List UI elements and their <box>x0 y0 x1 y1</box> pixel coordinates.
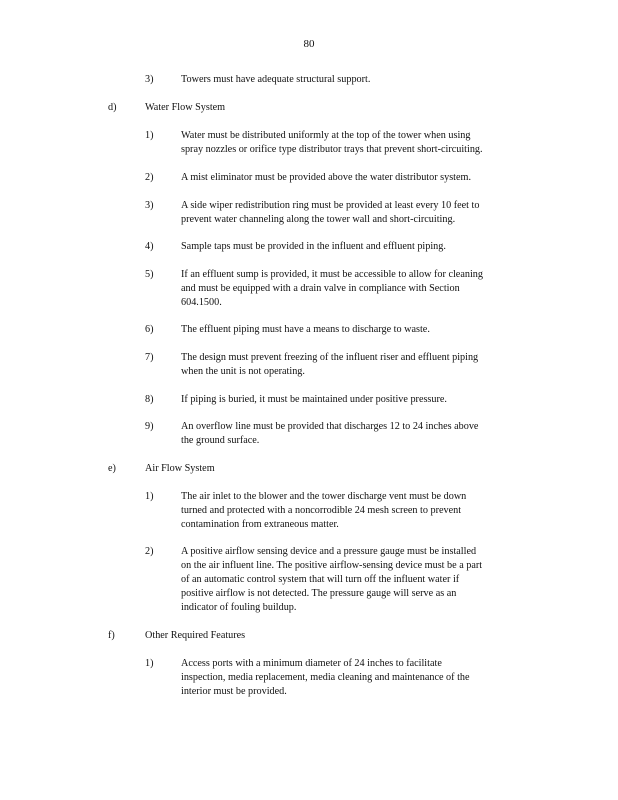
item-text: The design must prevent freezing of the influent riser and effluent piping when the unit is not operating. <box>181 352 479 377</box>
item-text: Access ports with a minimum diameter of 24 inches to facilitate inspection, media replacement, media cleaning and maintenance of the interior must be provided. <box>181 658 470 697</box>
item-number: 9) <box>145 421 154 432</box>
section-letter: e) <box>108 463 116 474</box>
page-number: 80 <box>303 38 315 50</box>
item-number: 4) <box>145 241 154 252</box>
item-text: An overflow line must be provided that discharges 12 to 24 inches above the ground surface. <box>181 421 479 446</box>
item-number: 3) <box>145 200 154 211</box>
section-letter: f) <box>108 630 115 641</box>
item-text: Water must be distributed uniformly at the top of the tower when using spray nozzles or orifice type distributor trays that prevent short-circuiting. <box>181 130 483 155</box>
item-text: A mist eliminator must be provided above the water distributor system. <box>181 172 472 183</box>
item-number: 2) <box>145 546 154 557</box>
item-text: The air inlet to the blower and the tower discharge vent must be down turned and protected with a noncorrodible 24 mesh screen to prevent contamination from extraneous matter. <box>181 491 467 530</box>
section-letter: d) <box>108 102 117 113</box>
item-text: If an effluent sump is provided, it must be accessible to allow for cleaning and must be equipped with a drain valve in compliance with Section 604.1500. <box>181 269 483 308</box>
item-number: 6) <box>145 324 154 335</box>
item-text: If piping is buried, it must be maintained under positive pressure. <box>181 394 447 405</box>
item-text: The effluent piping must have a means to discharge to waste. <box>181 324 430 335</box>
section-title: Water Flow System <box>145 102 226 113</box>
item-text: A positive airflow sensing device and a pressure gauge must be installed on the air influent line. The positive airflow-sensing device must be a part of an automatic control system that will turn off the influent water if positive airflow is not detected. The pressure gauge will serve as an indicator of fouling buildup. <box>181 546 483 613</box>
item-number: 1) <box>145 130 154 141</box>
section-title: Air Flow System <box>145 463 215 474</box>
item-number: 2) <box>145 172 154 183</box>
item-number: 5) <box>145 269 154 280</box>
section-title: Other Required Features <box>145 630 246 641</box>
item-number: 3) <box>145 74 154 85</box>
item-number: 1) <box>145 658 154 669</box>
item-number: 7) <box>145 352 154 363</box>
item-text: A side wiper redistribution ring must be provided at least every 10 feet to prevent water channeling along the tower wall and short-circuiting. <box>181 200 480 225</box>
item-number: 1) <box>145 491 154 502</box>
item-number: 8) <box>145 394 154 405</box>
item-text: Towers must have adequate structural support. <box>181 74 371 85</box>
item-text: Sample taps must be provided in the influent and effluent piping. <box>181 241 446 252</box>
